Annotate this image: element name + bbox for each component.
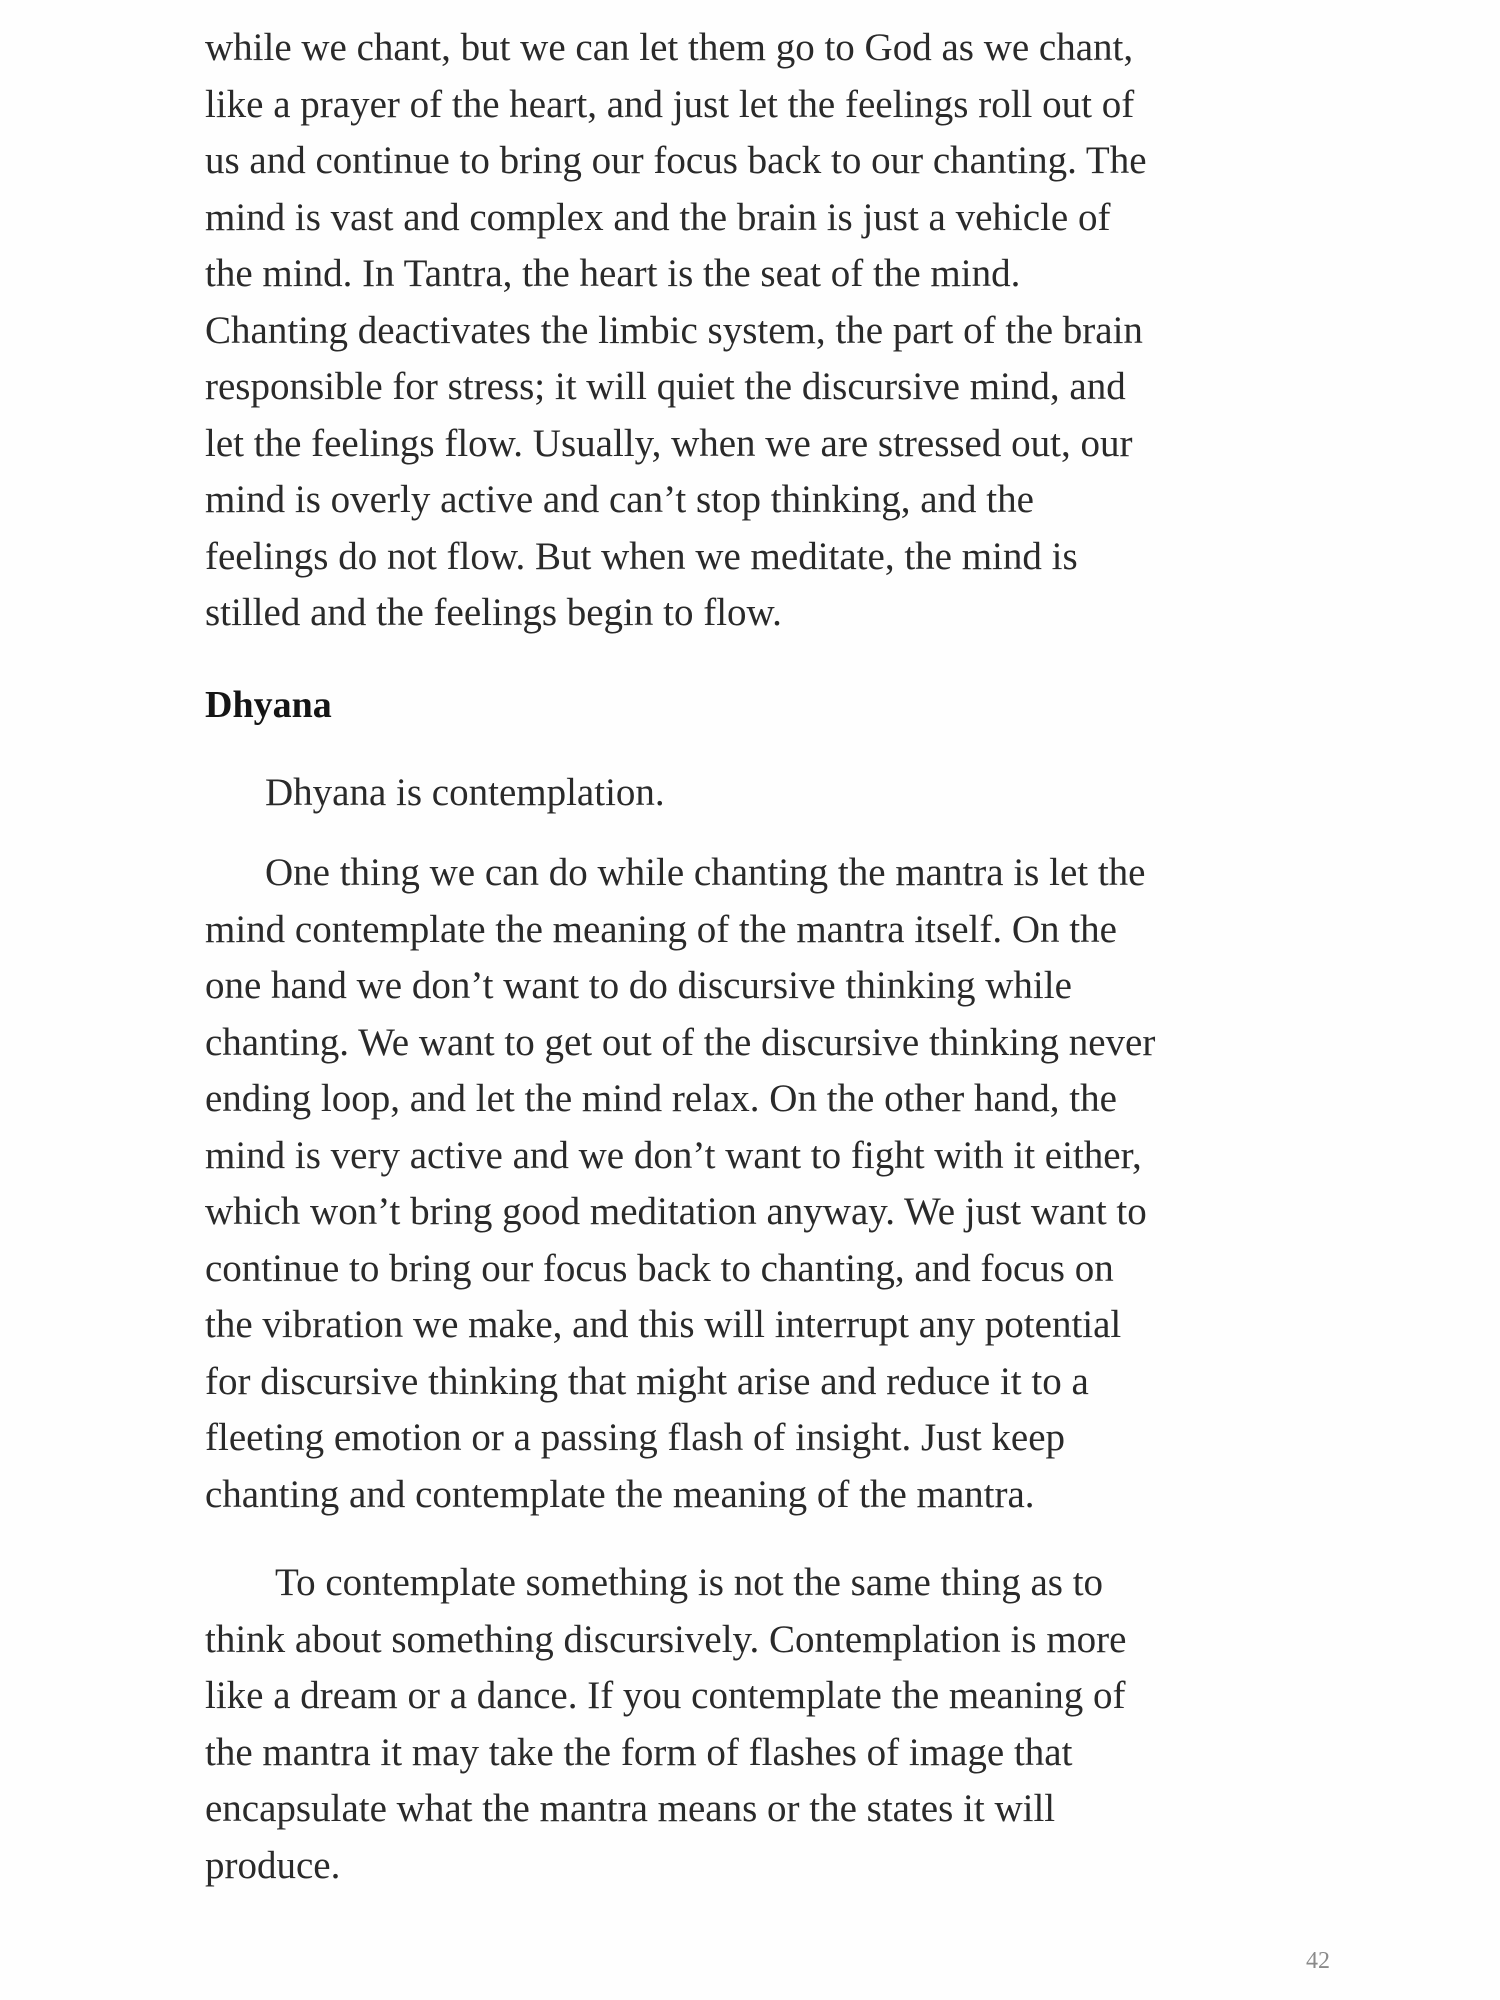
text-line: the mantra it may take the form of flashes of image that	[205, 1730, 1073, 1774]
paragraph-contemplation	[205, 1555, 1325, 1894]
text-line: mind is vast and complex and the brain is just a vehicle of	[205, 195, 1111, 239]
text-line: stilled and the feelings begin to flow.	[205, 591, 782, 634]
text-line: chanting. We want to get out of the discursive thinking never	[205, 1020, 1156, 1064]
text-line: for discursive thinking that might arise and reduce it to a	[205, 1359, 1089, 1403]
text-line: the mind. In Tantra, the heart is the seat of the mind.	[205, 252, 1021, 295]
text-line: chanting and contemplate the meaning of the mantra.	[205, 1472, 1035, 1516]
text-line: Dhyana is contemplation.	[265, 771, 665, 814]
paragraph-chanting	[205, 845, 1325, 1523]
text-line: the vibration we make, and this will interrupt any potential	[205, 1303, 1122, 1346]
text-line: which won’t bring good meditation anyway. We just want to	[205, 1190, 1147, 1233]
text-line: us and continue to bring our focus back to our chanting. The	[205, 139, 1147, 182]
text-line: think about something discursively. Contemplation is more	[205, 1617, 1127, 1661]
text-line: responsible for stress; it will quiet the discursive mind, and	[205, 365, 1126, 408]
text-line: encapsulate what the mantra means or the states it will	[205, 1787, 1056, 1830]
text-line: mind is very active and we don’t want to fight with it either,	[205, 1133, 1142, 1177]
text-line: ending loop, and let the mind relax. On the other hand, the	[205, 1077, 1117, 1120]
text-line: Chanting deactivates the limbic system, the part of the brain	[205, 308, 1143, 352]
page-number: 42	[1306, 1948, 1330, 1974]
section-heading: Dhyana	[205, 684, 332, 726]
paragraph-continued	[205, 20, 1325, 642]
text-line: while we chant, but we can let them go to God as we chant,	[205, 26, 1134, 69]
text-line: one hand we don’t want to do discursive thinking while	[205, 964, 1072, 1007]
text-line: continue to bring our focus back to chanting, and focus on	[205, 1246, 1114, 1290]
text-line: let the feelings flow. Usually, when we are stressed out, our	[205, 421, 1133, 465]
text-line: fleeting emotion or a passing flash of insight. Just keep	[205, 1416, 1066, 1459]
text-line: like a prayer of the heart, and just let the feelings roll out of	[205, 82, 1135, 126]
paragraph-definition	[205, 765, 1325, 822]
text-line: feelings do not flow. But when we meditate, the mind is	[205, 534, 1078, 578]
text-line: One thing we can do while chanting the mantra is let the	[265, 851, 1146, 894]
text-line: mind is overly active and can’t stop thinking, and the	[205, 478, 1034, 521]
text-line: like a dream or a dance. If you contemplate the meaning of	[205, 1674, 1126, 1717]
text-line: mind contemplate the meaning of the mantra itself. On the	[205, 907, 1117, 951]
text-line: To contemplate something is not the same thing as to	[275, 1561, 1104, 1604]
text-line: produce.	[205, 1843, 341, 1887]
